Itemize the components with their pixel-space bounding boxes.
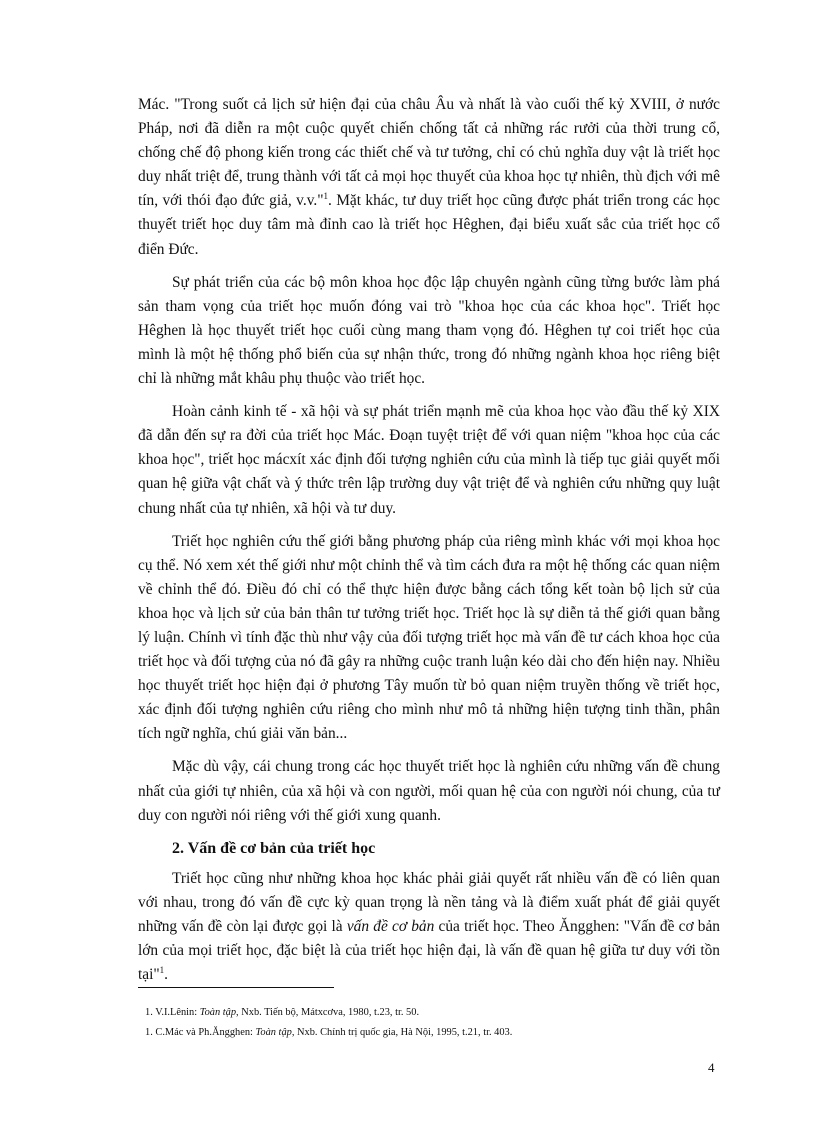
paragraph-6-emphasis: vấn đề cơ bản (346, 918, 435, 935)
page-number: 4 (708, 1060, 715, 1075)
body-text (138, 93, 720, 996)
paragraph-1-text-cont: . Mặt khác, tư duy triết học cũng được phát triển trong các học thuyết triết học duy tâm mà đỉnh cao là triết học Hêghen, đại biểu xuất sắc của triết học cổ điển Đức. (138, 192, 720, 258)
paragraph-1-text: Mác. "Trong suốt cả lịch sử hiện đại của châu Âu và nhất là vào cuối thế kỷ XVIII, ở nước Pháp, nơi đã diễn ra một cuộc quyết chiến chống tất cả những rác rưởi của thời trung cổ, chống chế độ phong kiến trong các thiết chế và tư tưởng, chỉ có chủ nghĩa duy vật là triết học duy nhất triệt để, trung thành với tất cả mọi học thuyết của khoa học tự nhiên, thù địch với mê tín, với thói đạo đức giả, v.v." (138, 96, 720, 210)
footnote-1-lead: 1. V.I.Lênin: (145, 1007, 200, 1018)
footnote-2 (145, 1023, 715, 1043)
footnote-2-title: Toàn tập (255, 1027, 292, 1038)
paragraph-6-text-cont: của triết học. Theo Ăngghen: "Vấn đề cơ bản lớn của mọi triết học, đặc biệt là của triết học hiện đại, là vấn đề quan hệ giữa tư duy với tồn tại" (138, 918, 720, 984)
footnote-1-rest: , Nxb. Tiến bộ, Mátxcơva, 1980, t.23, tr. 50. (236, 1007, 420, 1018)
paragraph-6-text-end: . (164, 966, 169, 984)
paragraph-6 (138, 867, 720, 987)
footnote-1-title: Toàn tập (199, 1007, 237, 1018)
paragraph-5: Mặc dù vậy, cái chung trong các học thuyết triết học là nghiên cứu những vấn đề chung nhất của giới tự nhiên, của xã hội và con người, mối quan hệ của con người nói chung, của tư duy con người nói riêng với thế giới xung quanh. (138, 758, 720, 824)
footnotes (145, 1003, 715, 1043)
footnote-ref-2[interactable]: 1 (159, 965, 165, 976)
paragraph-2: Sự phát triển của các bộ môn khoa học độc lập chuyên ngành cũng từng bước làm phá sản tham vọng của triết học muốn đóng vai trò "khoa học của các khoa học". Triết học Hêghen là học thuyết triết học cuối cùng mang tham vọng đó. Hêghen tự coi triết học của mình là một hệ thống phổ biến của sự nhận thức, trong đó những ngành khoa học riêng biệt chỉ là những mắt khâu phụ thuộc vào triết học. (138, 273, 720, 388)
paragraph-4: Triết học nghiên cứu thế giới bằng phương pháp của riêng mình khác với mọi khoa học cụ thể. Nó xem xét thế giới như một chỉnh thể và tìm cách đưa ra một hệ thống các quan niệm về chỉnh thể đó. Điều đó chỉ có thể thực hiện được bằng cách tổng kết toàn bộ lịch sử của khoa học và lịch sử của bản thân tư tưởng triết học. Triết học là sự diễn tả thế giới quan bằng lý luận. Chính vì tính đặc thù như vậy của đối tượng triết học mà vấn đề tư cách khoa học của triết học và đối tượng của nó đã gây ra những cuộc tranh luận kéo dài cho đến hiện nay. Nhiều học thuyết triết học hiện đại ở phương Tây muốn từ bỏ quan niệm truyền thống về triết học, xác định đối tượng nghiên cứu riêng cho mình như mô tả những hiện tượng tinh thần, phân tích ngữ nghĩa, chú giải văn bản... (138, 532, 720, 743)
footnote-2-rest: , Nxb. Chính trị quốc gia, Hà Nội, 1995, t.21, tr. 403. (291, 1027, 513, 1038)
paragraph-1 (138, 93, 720, 262)
footnote-divider (138, 987, 334, 988)
paragraph-6-text: Triết học cũng như những khoa học khác phải giải quyết rất nhiều vấn đề có liên quan với nhau, trong đó vấn đề cực kỳ quan trọng là nền tảng và là điểm xuất phát để giải quyết những vấn đề còn lại được gọi là (138, 869, 720, 935)
section-heading: 2. Vấn đề cơ bản của triết học (172, 839, 376, 857)
footnote-2-lead: 1. C.Mác và Ph.Ăngghen: (145, 1027, 256, 1038)
footnote-1 (145, 1003, 715, 1023)
footnote-ref-1[interactable]: 1 (323, 191, 329, 202)
paragraph-3: Hoàn cảnh kinh tế - xã hội và sự phát triển mạnh mẽ của khoa học vào đầu thế kỷ XIX đã dẫn đến sự ra đời của triết học Mác. Đoạn tuyệt triệt để với quan niệm "khoa học của các khoa học", triết học mácxít xác định đối tượng nghiên cứu của mình là tiếp tục giải quyết mối quan hệ giữa vật chất và ý thức trên lập trường duy vật triệt để và nghiên cứu những quy luật chung nhất của tự nhiên, xã hội và tư duy. (138, 403, 720, 517)
